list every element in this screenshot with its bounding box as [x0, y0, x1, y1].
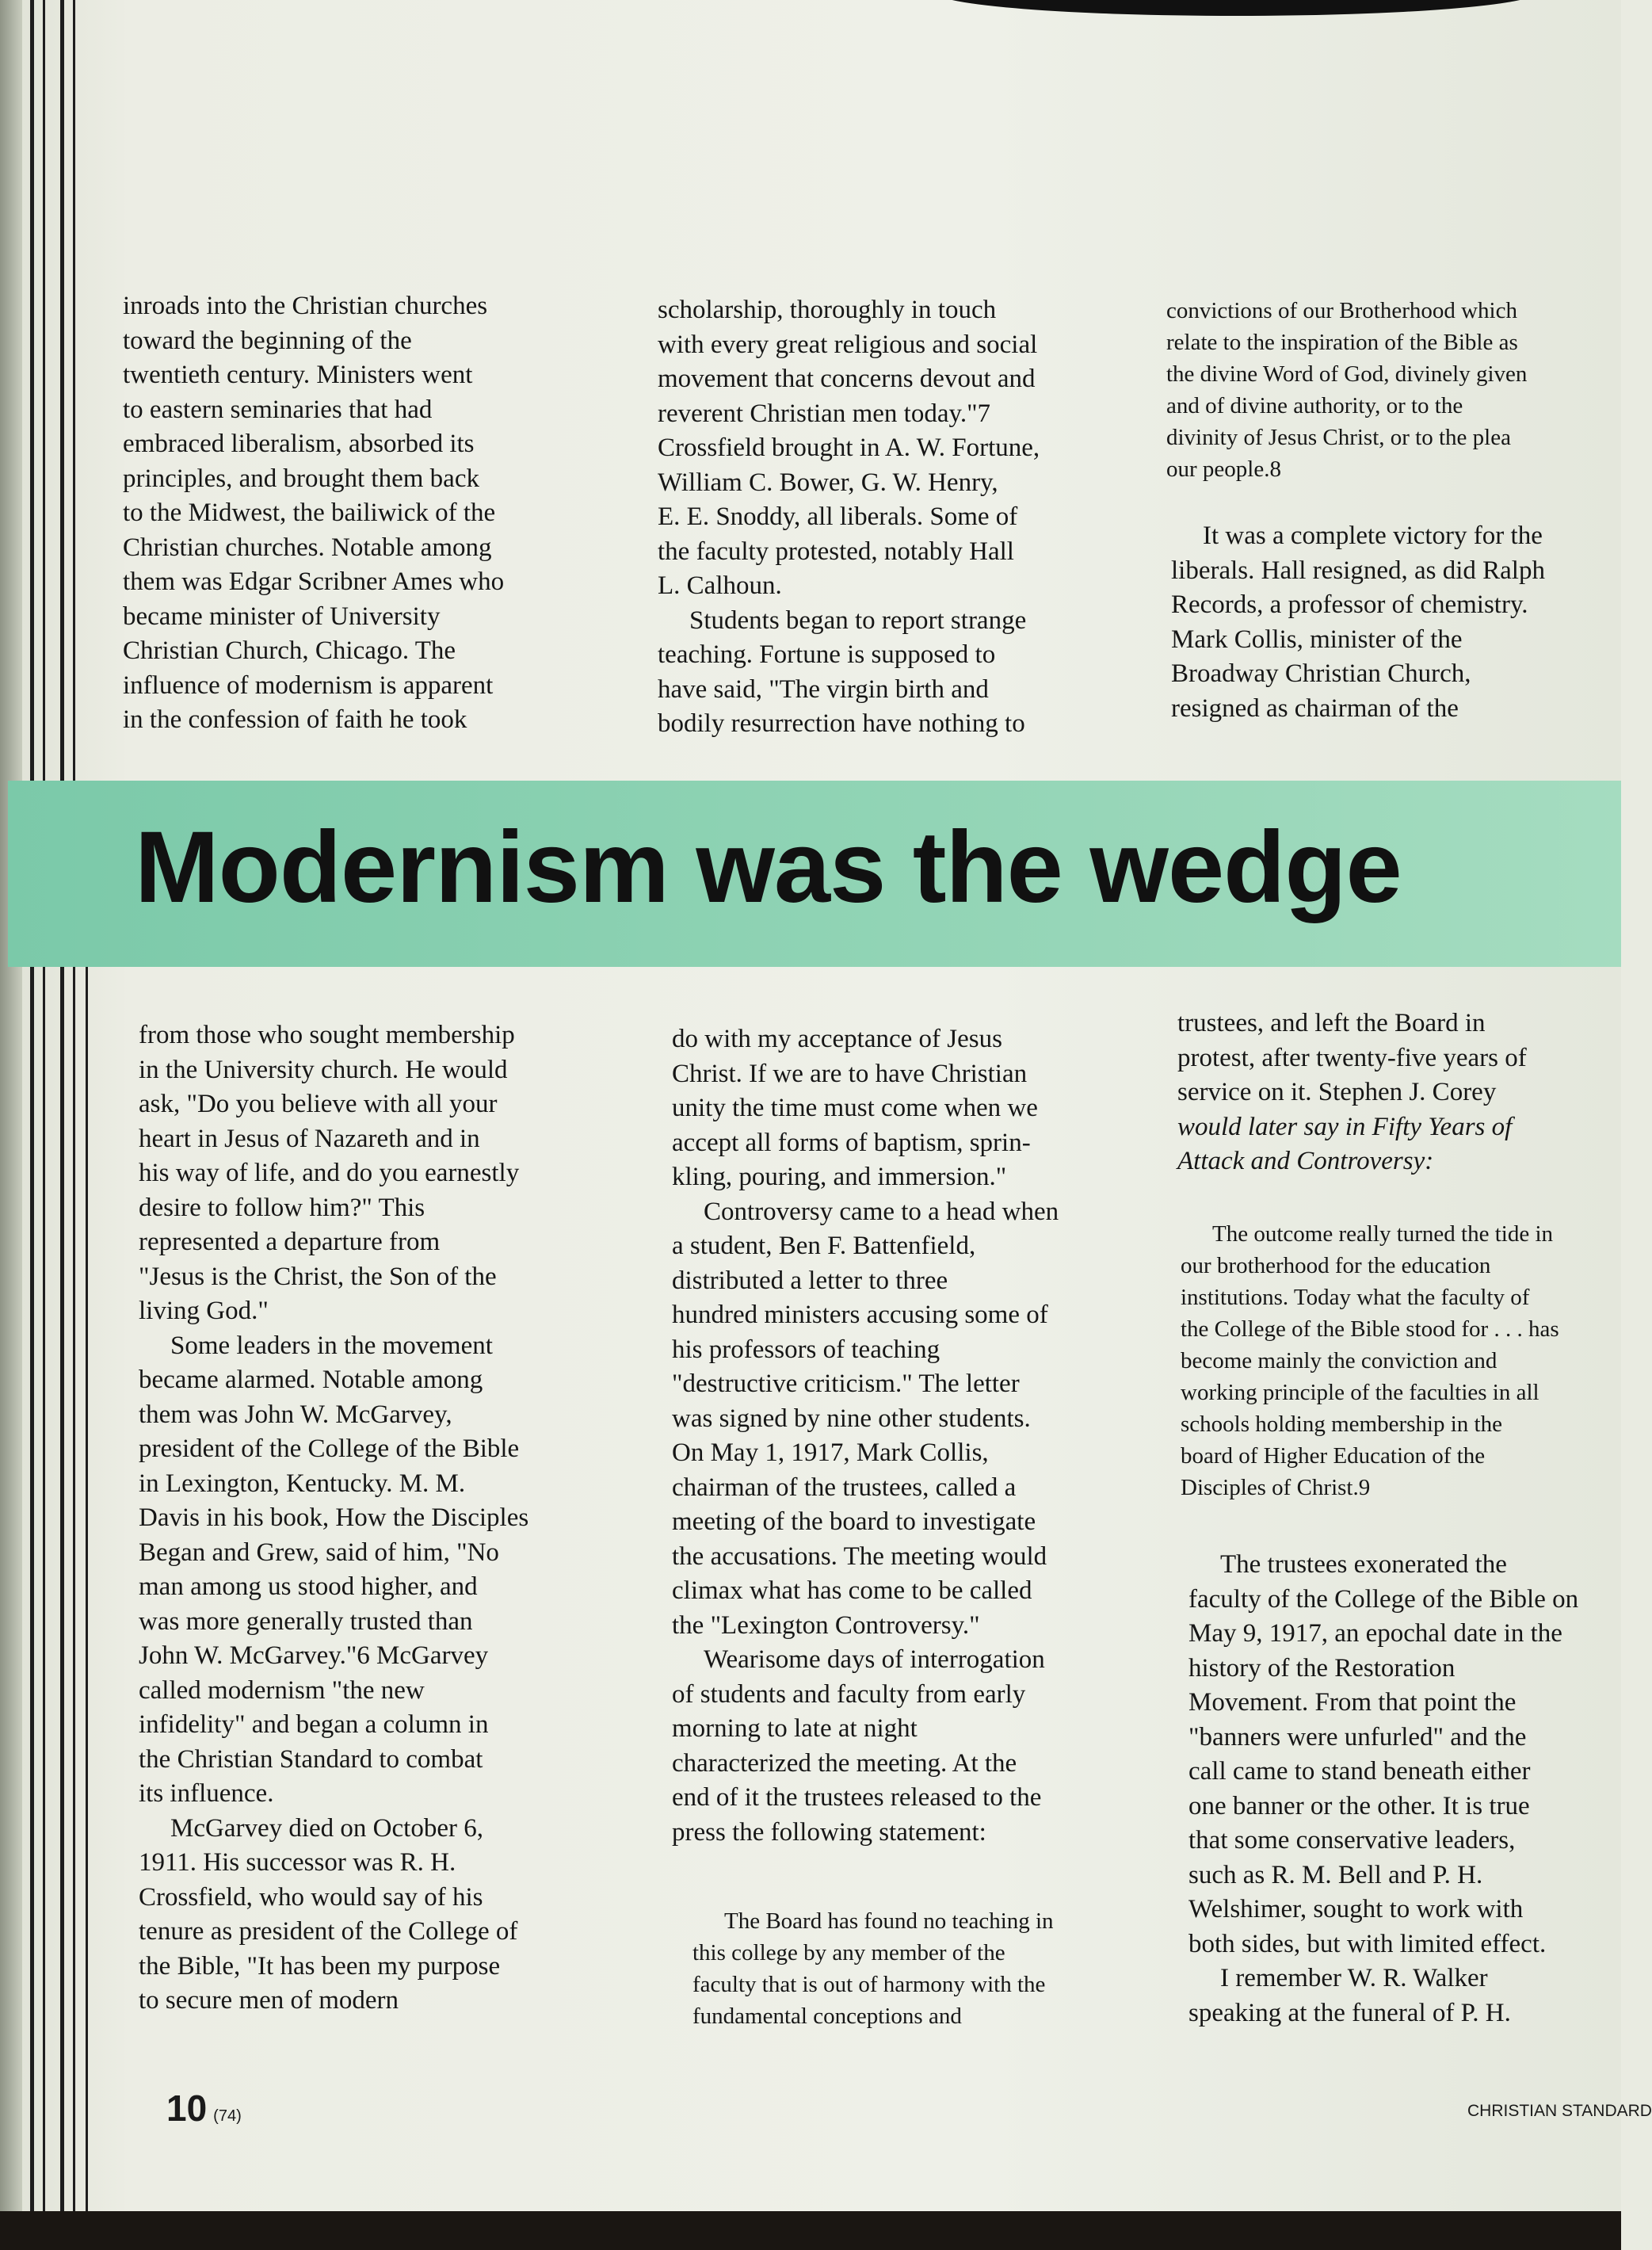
text-line: E. E. Snoddy, all liberals. Some of — [658, 502, 1018, 531]
text-line: chairman of the trustees, called a — [672, 1473, 1017, 1502]
text-line: with every great religious and social — [658, 330, 1038, 359]
text-line: the "Lexington Controversy." — [672, 1610, 980, 1640]
quote-line: faculty that is out of harmony with the — [692, 1972, 1046, 1997]
text-line: scholarship, thoroughly in touch — [658, 296, 997, 324]
top-column-3-quote — [1166, 295, 1527, 485]
text-line: became alarmed. Notable among — [139, 1366, 483, 1394]
text-line: "Jesus is the Christ, the Son of the — [139, 1262, 497, 1291]
text-line: Records, a professor of chemistry. — [1171, 590, 1528, 619]
text-line: Crossfield brought in A. W. Fortune, — [658, 434, 1040, 462]
margin-rule — [60, 967, 64, 2211]
quote-line: schools holding membership in the — [1181, 1412, 1502, 1437]
text-line: ask, "Do you believe with all your — [139, 1090, 498, 1118]
text-line: history of the Restoration — [1188, 1653, 1456, 1683]
text-line: May 9, 1917, an epochal date in the — [1188, 1619, 1562, 1648]
text-line: inroads into the Christian churches — [123, 292, 488, 320]
text-line: to the Midwest, the bailiwick of the — [123, 499, 496, 527]
quote-line: working principle of the faculties in all — [1181, 1380, 1539, 1405]
top-column-3 — [1171, 519, 1545, 726]
text-line: movement that concerns devout and — [658, 365, 1036, 393]
text-line: to eastern seminaries that had — [123, 395, 433, 424]
text-line: of students and faculty from early — [672, 1679, 1026, 1709]
page-number — [166, 2087, 242, 2130]
text-line: president of the College of the Bible — [139, 1434, 520, 1463]
quote-line: relate to the inspiration of the Bible as — [1166, 330, 1518, 355]
text-line: Movement. From that point the — [1188, 1688, 1517, 1717]
quote-line: The Board has found no teaching in — [724, 1908, 1054, 1934]
quote-line: divinity of Jesus Christ, or to the plea — [1166, 425, 1511, 450]
text-line: call came to stand beneath either — [1188, 1757, 1531, 1786]
text-line: "destructive criticism." The letter — [672, 1369, 1020, 1398]
text-line: them was Edgar Scribner Ames who — [123, 567, 505, 596]
margin-rule — [86, 967, 88, 2211]
text-line: a student, Ben F. Battenfield, — [672, 1232, 976, 1260]
text-line: resigned as chairman of the — [1171, 693, 1459, 723]
margin-rule — [43, 0, 45, 2211]
text-line: Attack and Controversy: — [1177, 1147, 1434, 1175]
quote-line: the College of the Bible stood for . . . has — [1181, 1316, 1559, 1342]
text-line: Christian churches. Notable among — [123, 533, 492, 562]
text-line: trustees, and left the Board in — [1177, 1009, 1486, 1037]
text-line: teaching. Fortune is supposed to — [658, 640, 996, 669]
text-line: L. Calhoun. — [658, 571, 782, 600]
text-line: toward the beginning of the — [123, 326, 412, 355]
text-line: man among us stood higher, and — [139, 1572, 478, 1601]
text-line: morning to late at night — [672, 1714, 918, 1743]
text-line: The trustees exonerated the — [1220, 1550, 1507, 1579]
text-line: would later say in Fifty Years of — [1177, 1112, 1513, 1141]
text-line: the Christian Standard to combat — [139, 1744, 483, 1774]
text-line: On May 1, 1917, Mark Collis, — [672, 1438, 989, 1467]
text-line: was signed by nine other students. — [672, 1404, 1031, 1433]
text-line: principles, and brought them back — [123, 464, 479, 493]
text-line: Welshimer, sought to work with — [1188, 1895, 1524, 1923]
quote-line: our brotherhood for the education — [1181, 1253, 1491, 1278]
text-line: have said, "The virgin birth and — [658, 674, 989, 704]
text-line: William C. Bower, G. W. Henry, — [658, 468, 998, 497]
text-line: Students began to report strange — [689, 605, 1027, 635]
text-line: heart in Jesus of Nazareth and in — [139, 1124, 480, 1153]
text-line: do with my acceptance of Jesus — [672, 1025, 1002, 1053]
text-line: influence of modernism is apparent — [123, 670, 494, 700]
text-line: It was a complete victory for the — [1203, 521, 1543, 550]
bottom-column-3-continued — [1188, 1548, 1578, 2030]
text-line: climax what has come to be called — [672, 1576, 1032, 1605]
text-line: bodily resurrection have nothing to — [658, 709, 1025, 738]
quote-line: institutions. Today what the faculty of — [1181, 1285, 1530, 1310]
page-number-sub: (74) — [213, 2107, 242, 2125]
text-line: press the following statement: — [672, 1817, 986, 1847]
quote-line: our people.8 — [1166, 456, 1281, 482]
text-line: such as R. M. Bell and P. H. — [1188, 1860, 1483, 1889]
text-line: John W. McGarvey."6 McGarvey — [139, 1641, 489, 1670]
text-line: that some conservative leaders, — [1188, 1826, 1516, 1855]
top-column-2 — [658, 293, 1040, 742]
text-line: hundred ministers accusing some of — [672, 1301, 1048, 1329]
text-line: one banner or the other. It is true — [1188, 1791, 1530, 1820]
text-line: I remember W. R. Walker — [1220, 1964, 1488, 1992]
text-line: infidelity" and began a column in — [139, 1710, 489, 1739]
text-line: end of it the trustees released to the — [672, 1783, 1042, 1812]
text-line: the faculty protested, notably Hall — [658, 537, 1014, 566]
text-line: from those who sought membership — [139, 1021, 515, 1049]
text-line: the accusations. The meeting would — [672, 1541, 1047, 1571]
quote-line: Disciples of Christ.9 — [1181, 1475, 1371, 1500]
text-line: in Lexington, Kentucky. M. M. — [139, 1469, 466, 1498]
text-line: in the confession of faith he took — [123, 705, 467, 734]
text-line: Wearisome days of interrogation — [704, 1645, 1045, 1674]
text-line: liberals. Hall resigned, as did Ralph — [1171, 556, 1545, 585]
bottom-column-2 — [672, 1022, 1059, 1850]
text-line: Christian Church, Chicago. The — [123, 636, 456, 665]
text-line: unity the time must come when we — [672, 1094, 1038, 1122]
page-bottom-edge — [0, 2211, 1621, 2250]
bottom-column-1 — [139, 1018, 528, 2019]
text-line: was more generally trusted than — [139, 1606, 473, 1636]
margin-rule — [73, 0, 75, 781]
margin-rule — [60, 0, 64, 781]
quote-line: The outcome really turned the tide in — [1212, 1221, 1554, 1247]
text-line: characterized the meeting. At the — [672, 1748, 1017, 1778]
text-line: its influence. — [139, 1779, 274, 1808]
quote-line: this college by any member of the — [692, 1940, 1005, 1965]
text-line: embraced liberalism, absorbed its — [123, 430, 475, 458]
text-line: his professors of teaching — [672, 1335, 940, 1364]
text-line: reverent Christian men today."7 — [658, 399, 991, 428]
text-line: Mark Collis, minister of the — [1171, 625, 1463, 654]
quote-line: fundamental conceptions and — [692, 2004, 962, 2029]
text-line: 1911. His successor was R. H. — [139, 1848, 456, 1877]
quote-line: become mainly the conviction and — [1181, 1348, 1497, 1373]
text-line: distributed a letter to three — [672, 1266, 948, 1295]
text-line: "banners were unfurled" and the — [1188, 1722, 1527, 1751]
text-line: called modernism "the new — [139, 1675, 425, 1705]
text-line: Christ. If we are to have Christian — [672, 1059, 1028, 1088]
running-footer: CHRISTIAN STANDARD — [1467, 2102, 1652, 2120]
text-line: Began and Grew, said of him, "No — [139, 1538, 499, 1567]
text-line: to secure men of modern — [139, 1986, 399, 2015]
text-line: meeting of the board to investigate — [672, 1507, 1036, 1536]
text-line: Davis in his book, How the Disciples — [139, 1503, 529, 1532]
text-line: speaking at the funeral of P. H. — [1188, 1998, 1511, 2027]
margin-rule — [73, 967, 75, 2211]
text-line: McGarvey died on October 6, — [170, 1813, 483, 1843]
text-line: Controversy came to a head when — [704, 1197, 1059, 1226]
top-column-1 — [123, 289, 504, 738]
quote-line: board of Higher Education of the — [1181, 1443, 1486, 1469]
bottom-column-3-quote — [1181, 1218, 1559, 1503]
text-line: became minister of University — [123, 602, 441, 631]
text-line: protest, after twenty-five years of — [1177, 1043, 1527, 1072]
text-line: tenure as president of the College of — [139, 1917, 518, 1946]
text-line: Crossfield, who would say of his — [139, 1882, 483, 1912]
quote-line: convictions of our Brotherhood which — [1166, 298, 1517, 323]
text-line: kling, pouring, and immersion." — [672, 1163, 1007, 1191]
text-line: both sides, but with limited effect. — [1188, 1929, 1547, 1958]
bottom-column-3 — [1177, 1007, 1527, 1179]
headline: Modernism was the wedge — [135, 811, 1402, 924]
page-edge — [0, 0, 22, 2250]
text-line: Broadway Christian Church, — [1171, 659, 1471, 688]
text-line: service on it. Stephen J. Corey — [1177, 1078, 1497, 1106]
text-line: his way of life, and do you earnestly — [139, 1159, 520, 1187]
text-line: them was John W. McGarvey, — [139, 1400, 452, 1429]
text-line: twentieth century. Ministers went — [123, 361, 473, 389]
text-line: Some leaders in the movement — [170, 1331, 493, 1360]
text-line: desire to follow him?" This — [139, 1193, 425, 1222]
text-line: living God." — [139, 1297, 269, 1325]
text-line: in the University church. He would — [139, 1055, 508, 1084]
quote-line: and of divine authority, or to the — [1166, 393, 1463, 418]
text-line: faculty of the College of the Bible on — [1188, 1584, 1579, 1614]
text-line: the Bible, "It has been my purpose — [139, 1951, 501, 1981]
quote-line: the divine Word of God, divinely given — [1166, 361, 1528, 387]
top-shadow — [935, 0, 1537, 16]
margin-rule — [30, 0, 34, 2211]
text-line: accept all forms of baptism, sprin- — [672, 1128, 1031, 1157]
bottom-column-2-quote — [692, 1905, 1054, 2032]
page-number-value: 10 — [166, 2088, 208, 2129]
text-line: represented a departure from — [139, 1228, 441, 1256]
